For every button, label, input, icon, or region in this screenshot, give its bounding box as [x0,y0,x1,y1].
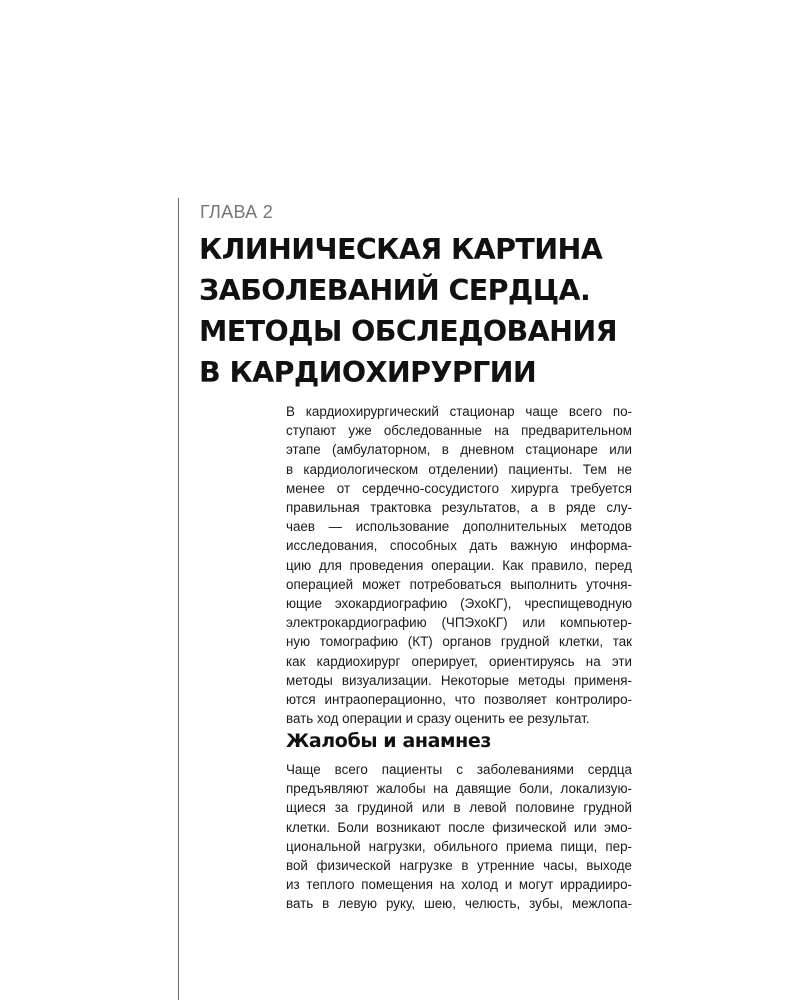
text-line: ются интраоперационно, что позволяет контролиро- [286,692,632,708]
text-line: менее от сердечно-сосудистого хирурга требуется [286,480,632,496]
text-line: методы визуализации. Некоторые методы применя- [286,672,632,688]
text-line: В кардиохирургический стационар чаще всего по- [286,404,632,419]
text-line: циональной нагрузки, обильного приема пищи, пер- [286,838,632,854]
text-line: клетки. Боли возникают после физической или эмо- [286,819,632,835]
text-line: этапе (амбулаторном, в дневном стационаре или [286,442,632,458]
chapter-title-line: ЗАБОЛЕВАНИЙ СЕРДЦА. [199,274,591,307]
text-line: щиеся за грудиной или в левой половине грудной [286,800,632,816]
chapter-title-line: КЛИНИЧЕСКАЯ КАРТИНА [199,233,603,266]
text-line: как кардиохирург оперирует, ориентируясь на эти [286,653,632,669]
text-line: вой физической нагрузке в утренние часы, выходе [286,858,632,874]
text-line: электрокардиографию (ЧПЭхоКГ) или компьютер- [286,615,632,631]
text-line: цию для проведения операции. Как правило, перед [286,557,632,573]
text-line: чаев — использование дополнительных методов [286,519,632,535]
chapter-title-line: МЕТОДЫ ОБСЛЕДОВАНИЯ [199,315,617,348]
text-line: исследования, способных дать важную информа- [286,538,632,554]
text-line: правильная трактовка результатов, а в ряде слу- [286,500,632,516]
text-line: операцией может потребоваться выполнить уточня- [286,576,632,592]
margin-rule [178,198,179,1000]
text-line: из теплого помещения на холод и могут иррадииро- [286,877,632,893]
text-line: ную томографию (КТ) органов грудной клетки, так [286,634,632,650]
text-line: предъявляют жалобы на давящие боли, локализую- [286,781,632,797]
chapter-title [199,229,639,393]
chapter-label: ГЛАВА 2 [200,202,274,222]
intro-paragraph [286,402,632,728]
text-line: в кардиологическом отделении) пациенты. Тем не [286,461,632,477]
text-line: ющие эхокардиографию (ЭхоКГ), чреспищеводную [286,596,632,612]
text-line: вать в левую руку, шею, челюсть, зубы, межлопа- [286,896,632,912]
text-line: Чаще всего пациенты с заболеваниями сердца [286,762,632,777]
text-line: ступают уже обследованные на предварительном [286,423,632,439]
section-heading: Жалобы и анамнез [286,730,491,752]
complaints-paragraph [286,760,632,914]
chapter-title-line: В КАРДИОХИРУРГИИ [199,356,537,389]
text-line: вать ход операции и сразу оценить ее результат. [286,711,590,727]
